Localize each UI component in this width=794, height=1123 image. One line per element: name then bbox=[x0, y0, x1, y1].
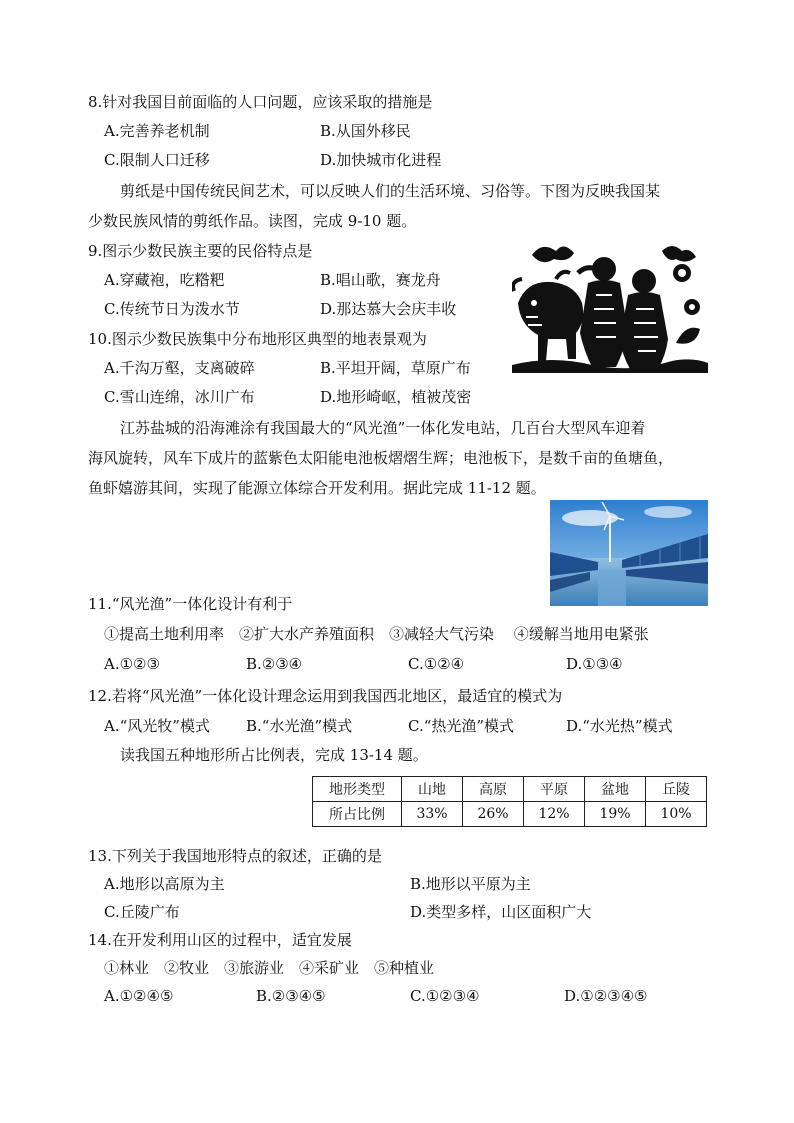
intro-11-12-line1: 江苏盐城的沿海滩涂有我国最大的“风光渔”一体化发电站，几百台大型风车迎着 bbox=[120, 419, 646, 437]
q9-option-d[interactable]: D.那达慕大会庆丰收 bbox=[320, 300, 457, 318]
q13-option-d[interactable]: D.类型多样，山区面积广大 bbox=[410, 903, 592, 921]
papercut-image bbox=[512, 233, 708, 373]
q14-stem: 14.在开发利用山区的过程中，适宜发展 bbox=[88, 931, 352, 949]
intro-11-12-line2: 海风旋转，风车下成片的蓝紫色太阳能电池板熠熠生辉；电池板下，是数千亩的鱼塘鱼， bbox=[88, 449, 674, 467]
table-cell: 高原 bbox=[463, 777, 524, 802]
q11-option-c[interactable]: C.①②④ bbox=[408, 655, 465, 673]
solar-wind-illustration bbox=[550, 500, 708, 606]
q13-stem: 13.下列关于我国地形特点的叙述，正确的是 bbox=[88, 847, 382, 865]
solar-wind-photo bbox=[550, 500, 708, 606]
q13-option-a[interactable]: A.地形以高原为主 bbox=[104, 875, 225, 893]
q8-option-c[interactable]: C.限制人口迁移 bbox=[104, 151, 210, 169]
intro-9-10-line2: 少数民族风情的剪纸作品。读图，完成 9-10 题。 bbox=[88, 212, 417, 230]
q10-option-c[interactable]: C.雪山连绵，冰川广布 bbox=[104, 388, 255, 406]
q8-option-d[interactable]: D.加快城市化进程 bbox=[320, 151, 442, 169]
intro-9-10-line1: 剪纸是中国传统民间艺术，可以反映人们的生活环境、习俗等。下图为反映我国某 bbox=[120, 182, 661, 200]
q11-option-a[interactable]: A.①②③ bbox=[104, 655, 160, 673]
table-header-percent: 所占比例 bbox=[313, 802, 402, 827]
table-cell: 丘陵 bbox=[646, 777, 707, 802]
q8-option-a[interactable]: A.完善养老机制 bbox=[104, 122, 210, 140]
q10-option-b[interactable]: B.平坦开阔，草原广布 bbox=[320, 359, 471, 377]
table-cell: 33% bbox=[402, 802, 463, 827]
q12-option-b[interactable]: B.“水光渔”模式 bbox=[246, 717, 353, 735]
papercut-illustration bbox=[512, 233, 708, 373]
q14-option-a[interactable]: A.①②④⑤ bbox=[104, 987, 174, 1005]
q9-stem: 9.图示少数民族主要的民俗特点是 bbox=[88, 242, 313, 260]
q14-option-c[interactable]: C.①②③④ bbox=[410, 987, 480, 1005]
table-row bbox=[313, 777, 707, 802]
q10-option-a[interactable]: A.千沟万壑，支离破碎 bbox=[104, 359, 255, 377]
q9-option-c[interactable]: C.传统节日为泼水节 bbox=[104, 300, 240, 318]
q11-option-d[interactable]: D.①③④ bbox=[566, 655, 623, 673]
table-cell: 盆地 bbox=[585, 777, 646, 802]
table-header-type: 地形类型 bbox=[313, 777, 402, 802]
intro-13-14: 读我国五种地形所占比例表，完成 13-14 题。 bbox=[120, 746, 428, 764]
intro-11-12-line3: 鱼虾嬉游其间，实现了能源立体综合开发利用。据此完成 11-12 题。 bbox=[88, 479, 546, 497]
table-cell: 山地 bbox=[402, 777, 463, 802]
q10-option-d[interactable]: D.地形崎岖，植被茂密 bbox=[320, 388, 472, 406]
q10-stem: 10.图示少数民族集中分布地形区典型的地表景观为 bbox=[88, 330, 427, 348]
q12-option-a[interactable]: A.“风光牧”模式 bbox=[104, 717, 210, 735]
q13-option-b[interactable]: B.地形以平原为主 bbox=[410, 875, 531, 893]
q11-stem: 11.“风光渔”一体化设计有利于 bbox=[88, 595, 293, 613]
table-cell: 26% bbox=[463, 802, 524, 827]
q14-option-d[interactable]: D.①②③④⑤ bbox=[564, 987, 648, 1005]
q8-stem: 8.针对我国目前面临的人口问题，应该采取的措施是 bbox=[88, 93, 433, 111]
table-cell: 12% bbox=[524, 802, 585, 827]
table-row bbox=[313, 802, 707, 827]
q9-option-a[interactable]: A.穿藏袍，吃糌粑 bbox=[104, 271, 225, 289]
q14-option-b[interactable]: B.②③④⑤ bbox=[256, 987, 326, 1005]
q12-option-d[interactable]: D.“水光热”模式 bbox=[566, 717, 673, 735]
q8-option-b[interactable]: B.从国外移民 bbox=[320, 122, 411, 140]
terrain-ratio-table bbox=[312, 776, 707, 827]
q12-stem: 12.若将“风光渔”一体化设计理念运用到我国西北地区，最适宜的模式为 bbox=[88, 687, 563, 705]
table-cell: 10% bbox=[646, 802, 707, 827]
q11-items: ①提高土地利用率 ②扩大水产养殖面积 ③减轻大气污染 ④缓解当地用电紧张 bbox=[104, 625, 649, 643]
q12-option-c[interactable]: C.“热光渔”模式 bbox=[408, 717, 515, 735]
q14-items: ①林业 ②牧业 ③旅游业 ④采矿业 ⑤种植业 bbox=[104, 959, 435, 977]
q9-option-b[interactable]: B.唱山歌，赛龙舟 bbox=[320, 271, 441, 289]
q11-option-b[interactable]: B.②③④ bbox=[246, 655, 303, 673]
q13-option-c[interactable]: C.丘陵广布 bbox=[104, 903, 180, 921]
table-cell: 19% bbox=[585, 802, 646, 827]
table-cell: 平原 bbox=[524, 777, 585, 802]
